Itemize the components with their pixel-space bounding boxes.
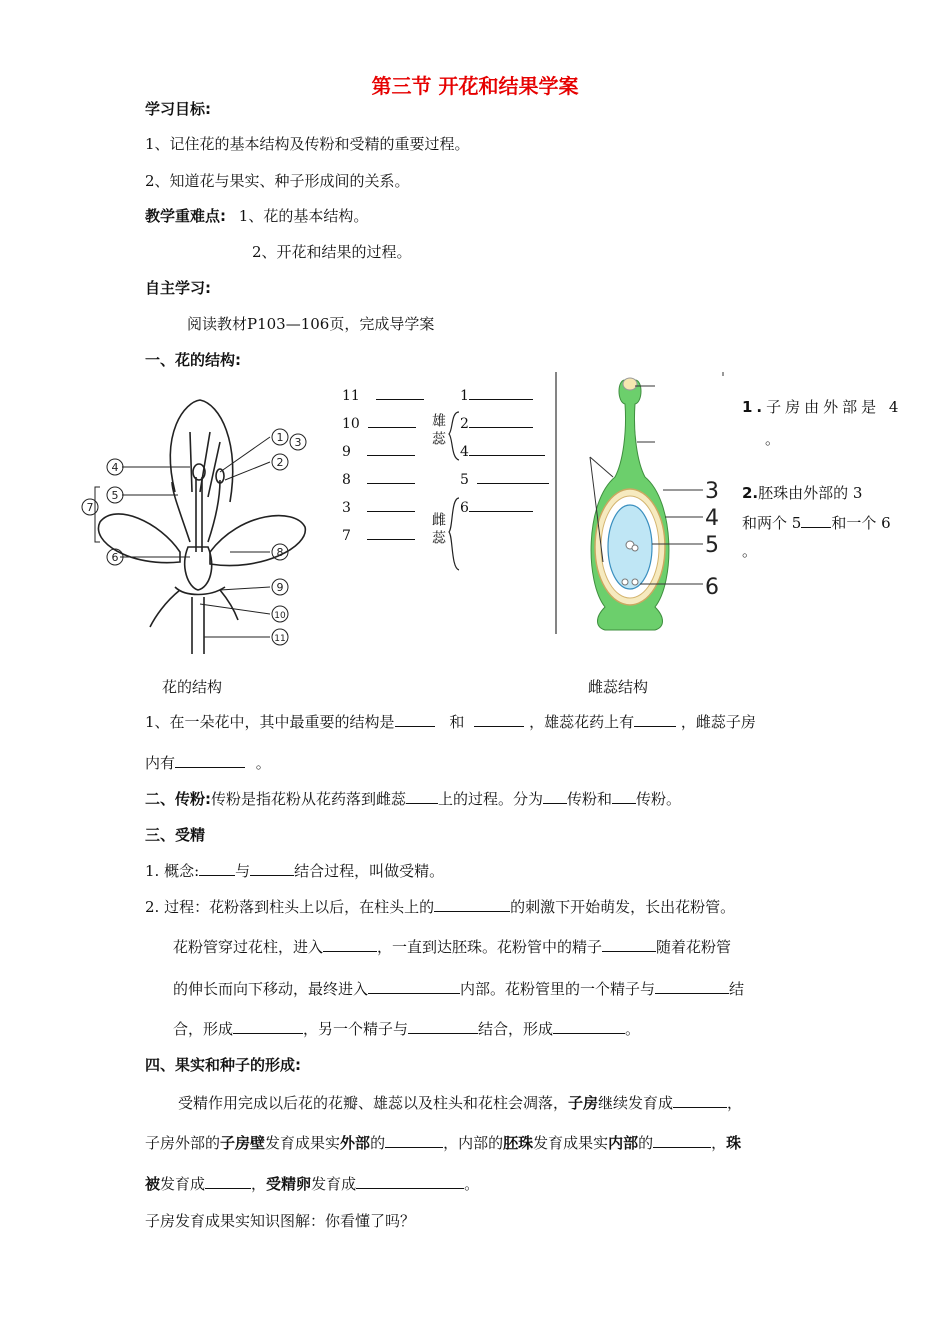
process-row-1: 2. 过程：花粉落到柱头上以后，在柱头上的 的刺激下开始萌发，长出花粉管。 <box>145 898 736 916</box>
concept-row: 1. 概念: 与 结合过程，叫做受精。 <box>145 862 445 880</box>
objective-1: 1、记住花的基本结构及传粉和受精的重要过程。 <box>145 135 470 153</box>
flower-number-10: 10 <box>274 611 286 621</box>
receptacle <box>175 587 225 595</box>
section1-heading: 一、花的结构: <box>145 351 241 369</box>
flower-number-1: 1 <box>276 431 284 444</box>
flower-number-4: 4 <box>111 461 119 474</box>
section2-heading: 二、传粉: <box>145 790 211 808</box>
petal-right <box>210 516 305 566</box>
key-points-heading: 教学重难点: <box>145 207 226 225</box>
label-3: 3 <box>342 497 415 516</box>
section4-heading: 四、果实和种子的形成: <box>145 1056 301 1074</box>
flower-caption: 花的结构 <box>162 678 223 696</box>
label-6: 6 <box>460 497 533 516</box>
stem <box>192 597 204 654</box>
note-2-end: 。 <box>742 542 758 560</box>
label-8: 8 <box>342 469 415 488</box>
pistil-caption: 雌蕊结构 <box>588 678 649 696</box>
question-1-cont: 内有 。 <box>145 754 271 772</box>
ovary <box>185 547 212 590</box>
key-point-1: 1、花的基本结构。 <box>238 207 369 225</box>
label-10: 10 <box>342 413 416 432</box>
fruit-row-2: 子房外部的子房壁发育成果实外部的 ，内部的胚珠发育成果实内部的 ，珠 <box>145 1134 742 1152</box>
process-row-4: 合，形成 ，另一个精子与 结合，形成 。 <box>173 1020 641 1038</box>
question-1: 1、在一朵花中，其中最重要的结构是 和 ，雄蕊花药上有 ，雌蕊子房 <box>145 713 756 731</box>
flower-number-9: 9 <box>276 581 284 594</box>
objective-2: 2、知道花与果实、种子形成间的关系。 <box>145 172 410 190</box>
brackets <box>447 408 461 573</box>
pistil-label: 雌蕊 <box>430 512 446 548</box>
key-points-row <box>145 205 368 226</box>
petal-veins <box>190 432 220 497</box>
sepal-right <box>220 590 238 620</box>
self-study-text: 阅读教材P103—106页，完成导学案 <box>187 315 435 333</box>
note-1: 1.子房由外部是 4 <box>742 398 903 416</box>
section2-row: 二、传粉:传粉是指花粉从花药落到雌蕊 上的过程。分为 传粉和 传粉。 <box>145 790 682 808</box>
note-2-line2: 和两个 5 和一个 6 <box>742 514 891 532</box>
pistil-diagram <box>555 372 730 637</box>
flower-number-5: 5 <box>111 489 119 502</box>
label-9: 9 <box>342 441 415 460</box>
stamen-label: 雄蕊 <box>430 413 446 449</box>
sepal-left <box>150 590 180 627</box>
flower-number-2: 2 <box>276 456 284 469</box>
fruit-row-3: 被发育成 ，受精卵发育成 。 <box>145 1175 480 1193</box>
fruit-row-1: 受精作用完成以后花的花瓣、雄蕊以及柱头和花柱会凋落，子房继续发育成 ， <box>178 1094 743 1112</box>
section3-heading: 三、受精 <box>145 826 206 844</box>
objectives-heading: 学习目标: <box>145 100 211 118</box>
flower-diagram <box>80 392 325 657</box>
label-2: 2 <box>460 413 533 432</box>
process-row-3: 的伸长而向下移动，最终进入 内部。花粉管里的一个精子与 结 <box>173 980 745 998</box>
pistil-number-3: 3 <box>705 479 719 504</box>
pistil-number-5: 5 <box>705 533 719 558</box>
label-11: 11 <box>342 385 424 404</box>
flower-number-3: 3 <box>294 436 302 449</box>
note-1-end: 。 <box>765 430 781 448</box>
note-2: 2.胚珠由外部的 3 <box>742 484 863 502</box>
self-study-heading: 自主学习: <box>145 279 211 297</box>
fruit-last-line: 子房发育成果实知识图解：你看懂了吗？ <box>145 1212 416 1230</box>
flower-number-7: 7 <box>86 501 94 514</box>
page-title: 第三节 开花和结果学案 <box>371 74 579 98</box>
flower-number-6: 6 <box>111 551 119 564</box>
label-1: 1 <box>460 385 533 404</box>
process-row-2: 花粉管穿过花柱，进入 ，一直到达胚珠。花粉管中的精子 随着花粉管 <box>173 938 732 956</box>
pistil-number-4: 4 <box>705 506 719 531</box>
label-7: 7 <box>342 525 415 544</box>
flower-number-11: 11 <box>274 634 286 644</box>
label-4: 4 <box>460 441 545 460</box>
key-point-2: 2、开花和结果的过程。 <box>252 243 412 261</box>
flower-number-8: 8 <box>276 546 284 559</box>
label-5: 5 <box>460 469 549 488</box>
pistil-number-6: 6 <box>705 575 719 600</box>
